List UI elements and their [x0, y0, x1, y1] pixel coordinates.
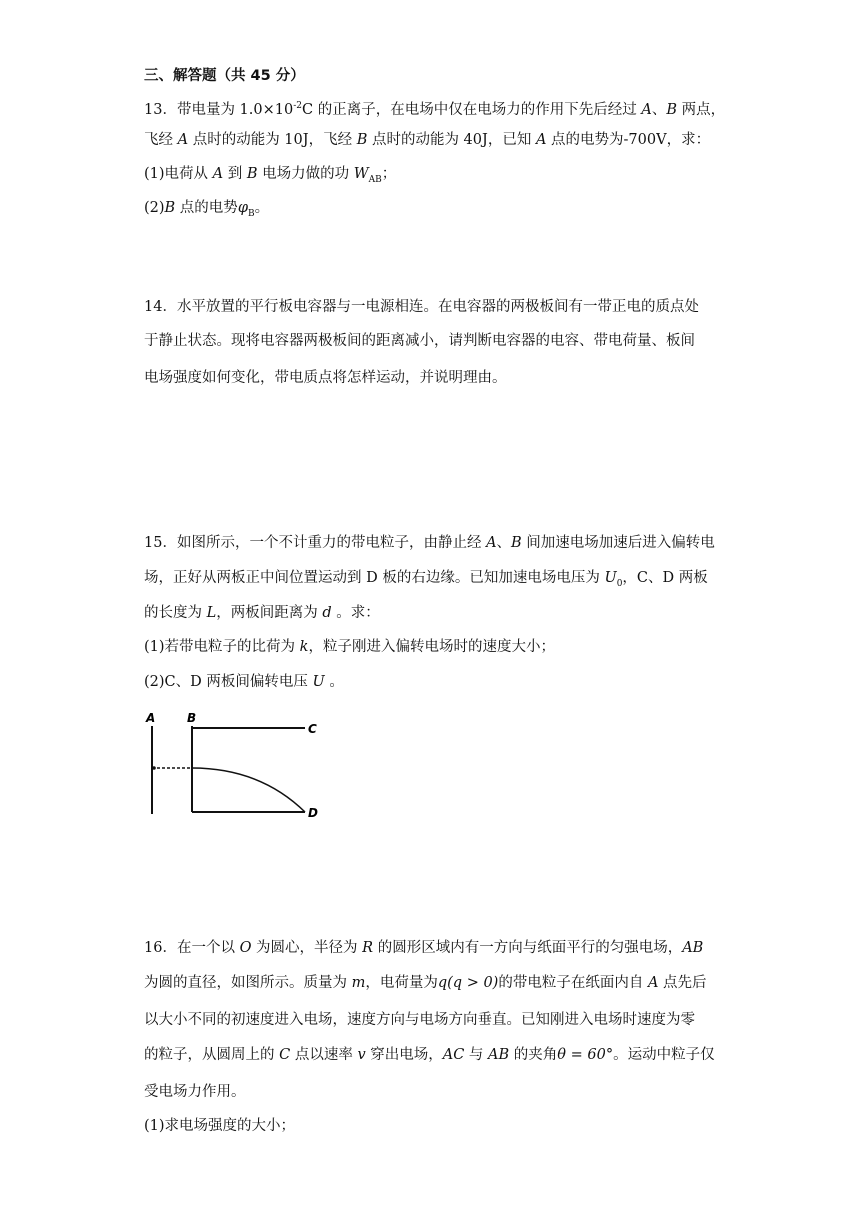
q16-line-2: 为圆的直径，如图所示。质量为 m，电荷量为q(q > 0)的带电粒子在纸面内自 A 点先后 [144, 975, 707, 991]
q13-part-2: (2)B 点的电势$\varphi_B$。 [144, 200, 270, 219]
q15-part-1: (1)若带电粒子的比荷为 k，粒子刚进入偏转电场时的速度大小； [144, 639, 555, 655]
q15-line-1: 15．如图所示，一个不计重力的带电粒子，由静止经 A、B 间加速电场加速后进入偏转电 [144, 535, 715, 551]
q13-line-1: 13．带电量为 $1.0\times 10^{-2}C$ 的正离子，在电场中仅在电场力的作用下先后经过 A、B 两点， [144, 101, 726, 118]
q14-line-1: 14．水平放置的平行板电容器与一电源相连。在电容器的两极板间有一带正电的质点处 [144, 299, 699, 315]
q15-line-3: 的长度为 L，两板间距离为 d 。求： [144, 605, 380, 621]
q15-part-2: (2)C、D 两板间偏转电压 U 。 [144, 674, 344, 690]
q14-line-2: 于静止状态。现将电容器两极板间的距离减小，请判断电容器的电容、带电荷量、板间 [144, 333, 695, 349]
plate-c-label: C [308, 722, 317, 736]
q13-part-1: (1)电荷从 A 到 B 电场力做的功 $W_{AB}$； [144, 166, 397, 185]
plate-d-label: D [308, 806, 318, 820]
q15-line-2: 场，正好从两板正中间位置运动到 D 板的右边缘。已知加速电场电压为 $U_0$，C、D 两板 [144, 570, 708, 589]
q16-line-3: 以大小不同的初速度进入电场，速度方向与电场方向垂直。已知刚进入电场时速度为零 [144, 1012, 695, 1028]
q16-part-1: (1)求电场强度的大小； [144, 1118, 296, 1134]
q16-line-5: 受电场力作用。 [144, 1084, 246, 1100]
plate-b-label: B [187, 711, 197, 725]
q13-line-2: 飞经 A 点时的动能为 10J，飞经 B 点时的动能为 40J，已知 A 点的电势为-700V，求： [144, 132, 711, 148]
deflection-trajectory [192, 768, 305, 812]
plate-a-label: A [146, 711, 156, 725]
section-heading: 三、解答题（共 45 分） [144, 68, 305, 84]
q16-line-4: 的粒子，从圆周上的 C 点以速率 v 穿出电场，AC 与 AB 的夹角θ = 60°。运动中粒子仅 [144, 1047, 715, 1063]
q16-line-1: 16．在一个以 O 为圆心，半径为 R 的圆形区域内有一方向与纸面平行的匀强电场，AB [144, 940, 704, 956]
particle-dot [152, 766, 156, 770]
deflection-field-diagram [140, 706, 330, 828]
q14-line-3: 电场强度如何变化，带电质点将怎样运动，并说明理由。 [144, 370, 507, 386]
